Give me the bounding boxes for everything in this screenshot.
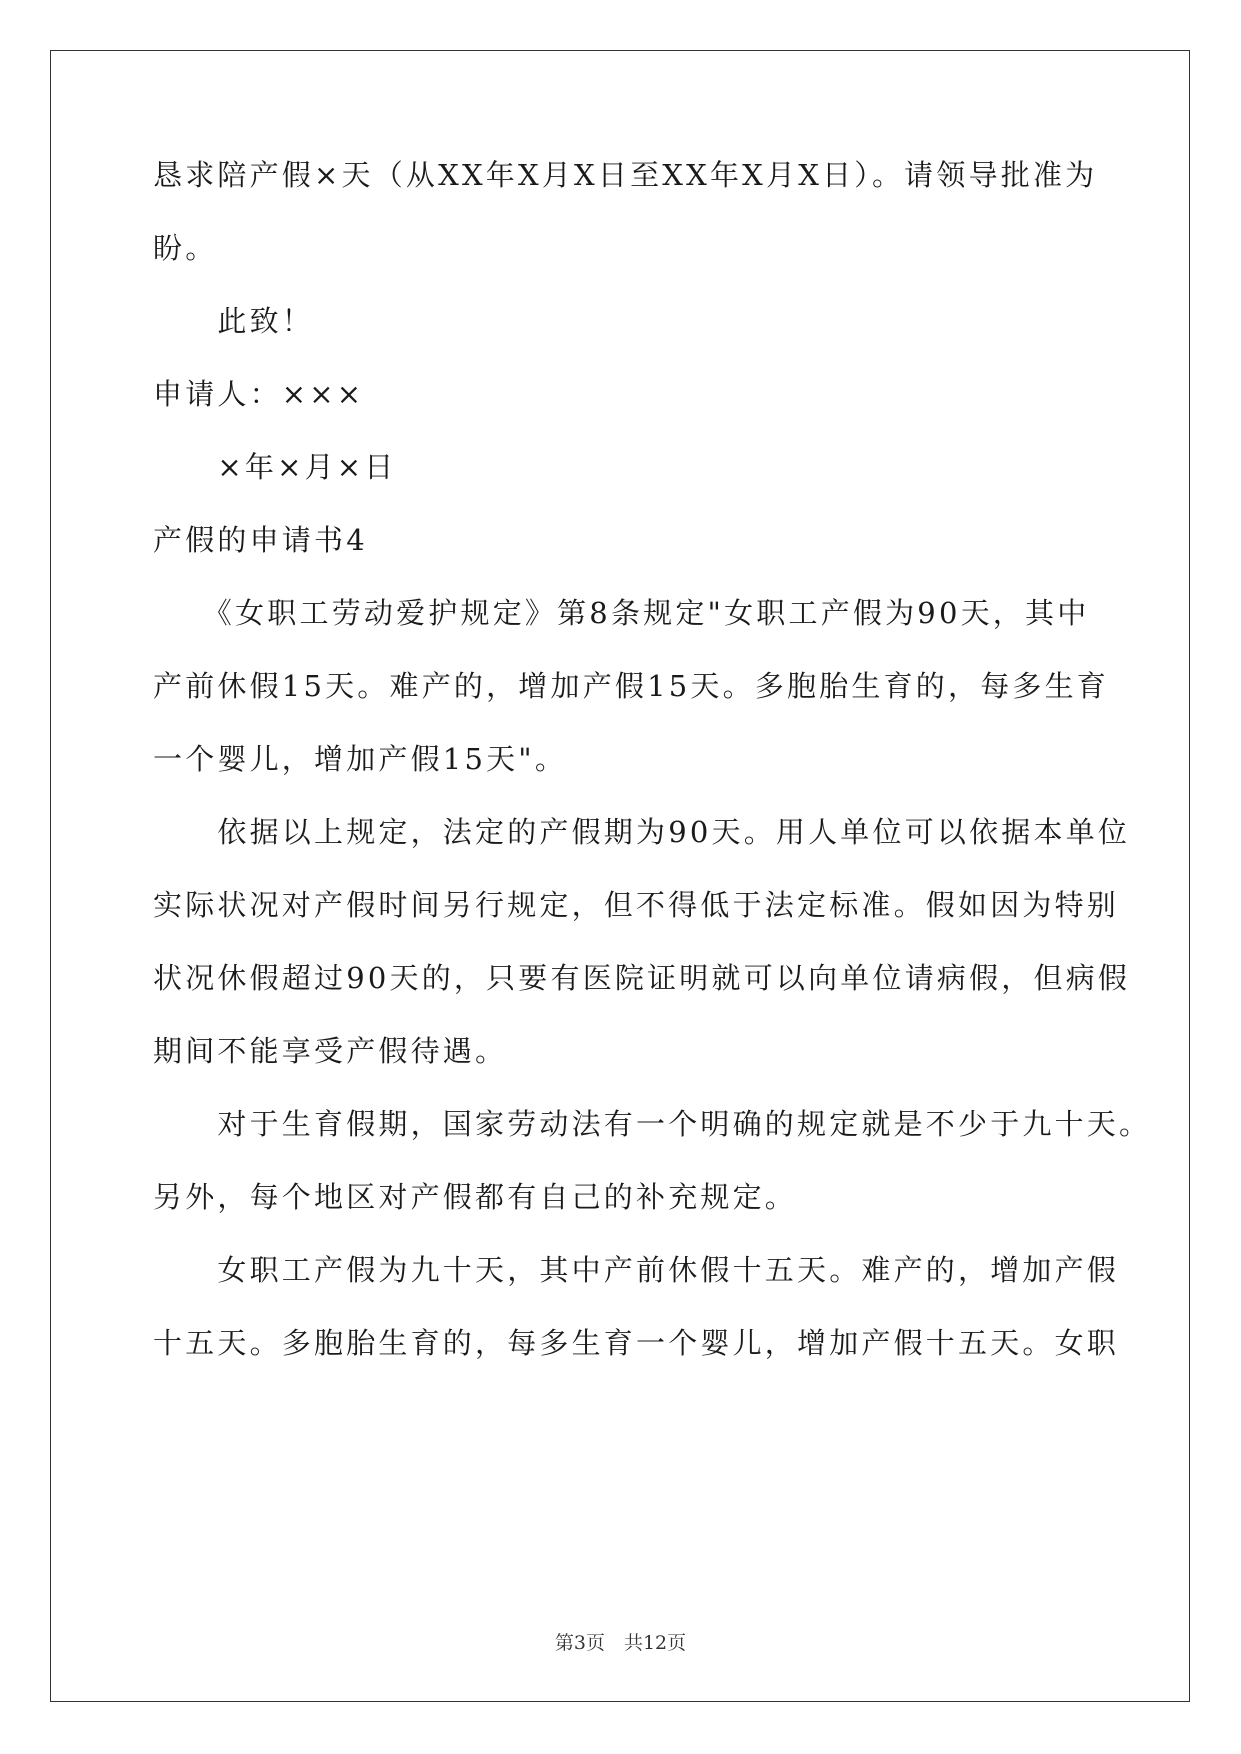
text-line: 依据以上规定，法定的产假期为90天。用人单位可以依据本单位 [153, 815, 1131, 849]
text-line: 一个婴儿，增加产假15天"。 [153, 742, 568, 776]
section-heading: 产假的申请书4 [153, 523, 368, 557]
text-line: 女职工产假为九十天，其中产前休假十五天。难产的，增加产假 [153, 1253, 1120, 1287]
text-line: 产前休假15天。难产的，增加产假15天。多胞胎生育的，每多生育 [153, 669, 1110, 703]
text-line: 状况休假超过90天的，只要有医院证明就可以向单位请病假，但病假 [153, 961, 1131, 995]
text-line: 实际状况对产假时间另行规定，但不得低于法定标准。假如因为特别 [153, 888, 1120, 922]
text-line: 盼。 [153, 231, 218, 265]
text-line: 恳求陪产假×天（从XX年X月X日至XX年X月X日）。请领导批准为 [153, 158, 1098, 192]
text-line: 十五天。多胞胎生育的，每多生育一个婴儿，增加产假十五天。女职 [153, 1326, 1120, 1360]
page-footer: 第3页 共12页 [554, 1632, 687, 1654]
page-border [50, 50, 1190, 1702]
text-line: 《女职工劳动爱护规定》第8条规定"女职工产假为90天，其中 [153, 596, 1090, 630]
text-line: 申请人：××× [153, 377, 365, 411]
text-line: 对于生育假期，国家劳动法有一个明确的规定就是不少于九十天。 [153, 1107, 1152, 1141]
text-line: 另外，每个地区对产假都有自己的补充规定。 [153, 1180, 798, 1214]
text-line: ×年×月×日 [153, 450, 397, 484]
text-line: 此致！ [153, 304, 315, 338]
text-line: 期间不能享受产假待遇。 [153, 1034, 508, 1068]
